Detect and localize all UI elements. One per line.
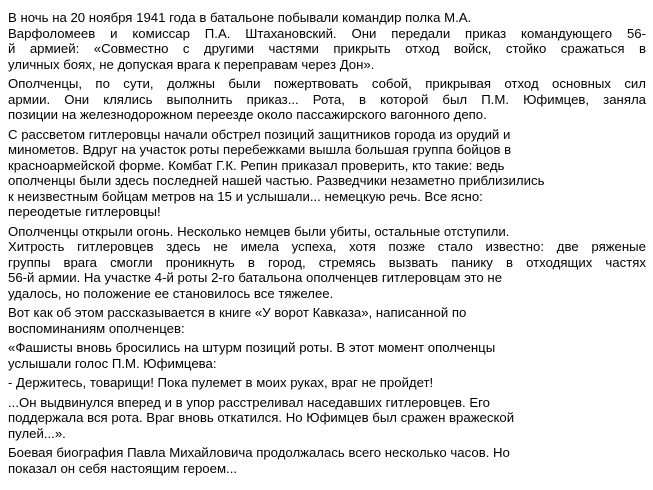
- paragraph: [8, 305, 646, 336]
- text-line: «Фашисты вновь бросились на штурм позиций роты. В этот момент ополченцы: [8, 340, 496, 355]
- text-line: ...Он выдвинулся вперед и в упор расстреливал наседавших гитлеровцев. Его: [8, 394, 490, 410]
- text-line: й армией: «Совместно с другими частями прикрыть отход войск, стойко сражаться в: [8, 41, 646, 56]
- text-line: уличных боях, не допуская врага к переправам через Дон».: [8, 56, 375, 72]
- text-line: к неизвестным бойцам метров на 15 и услышали... немецкую речь. Все ясно:: [8, 188, 483, 204]
- text-line: Хитрость гитлеровцев здесь не имела успеха, хотя позже стало известно: две ряженые: [8, 239, 646, 254]
- paragraph: [8, 224, 646, 302]
- text-line: 56-й армии. На участке 4-й роты 2-го батальона ополченцев гитлеровцам это не: [8, 270, 503, 285]
- text-line: переодетые гитлеровцы!: [8, 204, 161, 219]
- text-line: - Держитесь, товарищи! Пока пулемет в моих руках, враг не пройдет!: [8, 375, 434, 390]
- text-line: Ополченцы, по сути, должны были пожертвовать собой, прикрывая отход основных сил: [8, 76, 646, 91]
- paragraph: [8, 76, 646, 123]
- text-line: Ополченцы открыли огонь. Несколько немцев были убиты, остальные отступили.: [8, 223, 510, 239]
- paragraph: [8, 127, 646, 220]
- document-text: [8, 10, 646, 480]
- text-line: Вот как об этом рассказывается в книге «У ворот Кавказа», написанной по: [8, 305, 467, 320]
- paragraph: [8, 340, 646, 371]
- text-line: группы врага смогли проникнуть в город, стремясь вызвать панику в отходящих частях: [8, 254, 646, 270]
- text-line: армии. Они клялись выполнить приказ... Рота, в которой был П.М. Юфимцев, заняла: [8, 91, 646, 107]
- text-line: Боевая биография Павла Михайловича продолжалась всего несколько часов. Но: [8, 445, 510, 460]
- text-line: Варфоломеев и комиссар П.А. Штахановский. Они передали приказ командующего 56-: [8, 25, 646, 41]
- text-line: воспоминаниям ополченцев:: [8, 320, 185, 336]
- text-line: услышали голос П.М. Юфимцева:: [8, 355, 217, 371]
- text-line: удалось, но положение ее становилось все тяжелее.: [8, 285, 334, 301]
- text-line: поддержала вся рота. Враг вновь откатился. Но Юфимцев был сражен вражеской: [8, 410, 515, 425]
- text-line: С рассветом гитлеровцы начали обстрел позиций защитников города из орудий и: [8, 126, 511, 142]
- paragraph: [8, 375, 646, 391]
- text-line: позиции на железнодорожном переезде около пассажирского вагонного депо.: [8, 107, 487, 122]
- text-line: показал он себя настоящим героем...: [8, 460, 238, 476]
- text-line: красноармейской форме. Комбат Г.К. Репин приказал проверить, кто такие: ведь: [8, 157, 505, 173]
- text-line: минометов. Вдруг на участок роты перебежками вышла большая группа бойцов в: [8, 142, 512, 157]
- paragraph: [8, 395, 646, 442]
- text-line: пулей...».: [8, 425, 66, 441]
- paragraph: [8, 445, 646, 476]
- text-line: ополченцы были здесь последней нашей частью. Разведчики незаметно приблизились: [8, 173, 545, 188]
- paragraph: [8, 10, 646, 72]
- text-line: В ночь на 20 ноября 1941 года в батальоне побывали командир полка М.А.: [8, 10, 472, 25]
